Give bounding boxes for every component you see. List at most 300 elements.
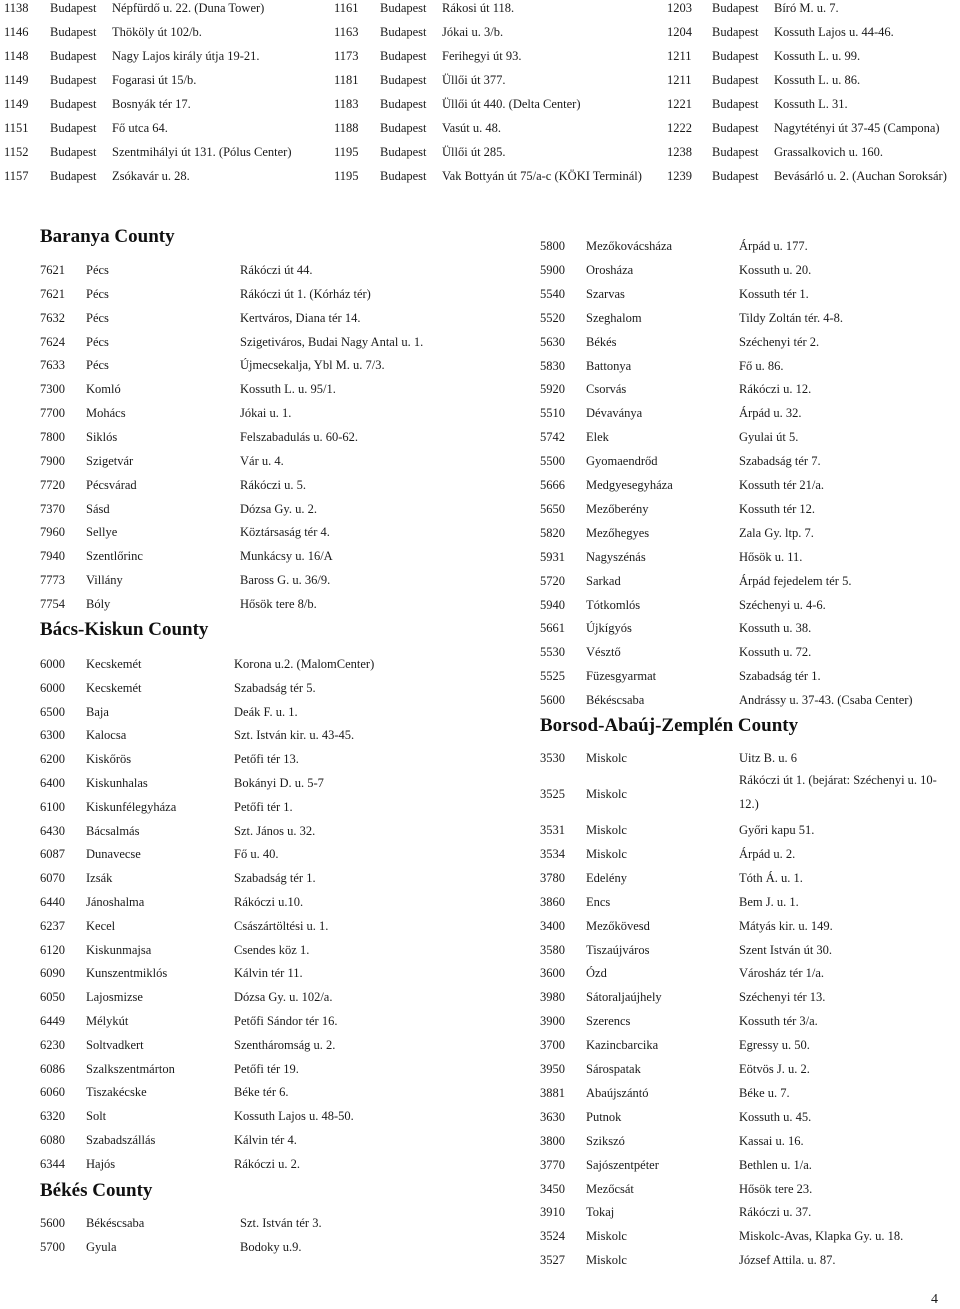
cell-address: Andrássy u. 37-43. (Csaba Center) [739,693,913,708]
cell-zip: 3900 [540,1014,565,1029]
cell-address: Szabadság tér 7. [739,454,821,469]
cell-address: Kossuth L. 31. [774,97,848,111]
cell-zip: 1238 [667,145,692,159]
cell-address: Rákóczi út 1. (bejárat: Széchenyi u. 10-12.) [739,773,937,811]
cell-zip: 1195 [334,169,359,183]
cell-address: Köztársaság tér 4. [240,525,330,540]
cell-zip: 6100 [40,799,65,814]
section-heading-bacs-kiskun: Bács-Kiskun County [40,619,209,640]
cell-zip: 7940 [40,549,65,564]
cell-address: Kossuth u. 20. [739,262,812,277]
cell-zip: 1211 [667,49,692,63]
cell-zip: 1149 [4,97,29,111]
cell-zip: 6090 [40,966,65,981]
page-number: 4 [931,1292,938,1307]
cell-address: Szigetiváros, Budai Nagy Antal u. 1. [240,334,424,349]
cell-address: Munkácsy u. 16/A [240,549,333,564]
cell-zip: 6400 [40,776,65,790]
cell-address: Rákóczi u. 5. [240,477,306,492]
cell-city: Sásd [86,501,110,516]
cell-zip: 5510 [540,406,565,421]
cell-city: Edelény [586,870,627,885]
cell-zip: 1204 [667,25,692,39]
cell-city: Kecel [86,918,116,933]
cell-address: Nagy Lajos király útja 19-21. [112,49,260,63]
cell-city: Izsák [86,871,113,886]
cell-city: Ózd [586,966,607,981]
cell-zip: 3600 [540,966,565,981]
cell-city: Sajószentpéter [586,1157,659,1172]
cell-city: Miskolc [586,751,627,765]
cell-city: Budapest [50,169,97,183]
cell-address: Rákóczi út 44. [240,263,313,277]
cell-address: Szt. János u. 32. [234,823,316,838]
cell-city: Pécs [86,358,109,373]
cell-zip: 3700 [540,1038,565,1053]
cell-zip: 6000 [40,657,65,671]
cell-address: Városház tér 1/a. [739,966,825,981]
cell-city: Füzesgyarmat [586,669,657,684]
cell-zip: 1163 [334,25,359,39]
cell-city: Kazincbarcika [586,1038,659,1053]
cell-city: Kunszentmiklós [86,966,168,981]
cell-address: Baross G. u. 36/9. [240,573,331,588]
cell-zip: 5530 [540,645,565,660]
cell-zip: 5931 [540,549,565,564]
cell-zip: 3527 [540,1253,565,1268]
cell-city: Pécs [86,263,109,277]
cell-zip: 6230 [40,1037,65,1052]
cell-city: Szarvas [586,286,625,301]
cell-address: Szabadság tér 5. [234,680,316,695]
cell-city: Mezőhegyes [586,525,650,540]
cell-city: Bácsalmás [86,823,140,838]
cell-zip: 6440 [40,895,65,909]
cell-address: Petőfi tér 13. [234,752,299,767]
cell-city: Újkígyós [586,621,632,636]
cell-address: Petőfi tér 1. [234,799,293,814]
cell-zip: 3980 [540,990,565,1005]
cell-zip: 3770 [540,1157,565,1172]
cell-city: Kiskunfélegyháza [86,799,177,814]
cell-zip: 5600 [540,693,565,708]
cell-city: Orosháza [586,262,634,277]
cell-zip: 5700 [40,1240,65,1254]
cell-address: Dózsa Gy. u. 2. [240,501,317,516]
cell-zip: 7624 [40,334,65,349]
cell-address: Szentmihályi út 131. (Pólus Center) [112,145,292,159]
cell-zip: 1221 [667,97,692,111]
cell-city: Kecskemét [86,657,142,671]
cell-city: Szalkszentmárton [86,1061,175,1076]
cell-zip: 7900 [40,453,65,468]
cell-city: Budapest [380,169,427,183]
cell-zip: 1157 [4,169,29,183]
cell-address: Csendes köz 1. [234,942,310,957]
cell-zip: 7800 [40,429,65,444]
cell-address: Szentháromság u. 2. [234,1037,336,1052]
cell-zip: 5630 [540,334,565,349]
cell-city: Komló [86,382,121,397]
cell-address: Bíró M. u. 7. [774,1,839,15]
cell-city: Budapest [712,73,759,87]
cell-city: Miskolc [586,1229,627,1244]
cell-address: Árpád fejedelem tér 5. [739,573,852,588]
cell-address: Árpád u. 177. [739,239,808,253]
cell-address: Rákóczi u.10. [234,895,304,909]
cell-zip: 7960 [40,525,65,540]
cell-zip: 7773 [40,573,65,588]
cell-zip: 1195 [334,145,359,159]
cell-zip: 5540 [540,286,565,301]
cell-zip: 1222 [667,121,692,135]
cell-address: Üllői út 377. [442,73,506,87]
cell-address: Szt. István kir. u. 43-45. [234,728,355,743]
cell-city: Budapest [50,73,97,87]
cell-city: Kiskunhalas [86,776,148,790]
cell-city: Sellye [86,525,118,540]
cell-address: Petőfi Sándor tér 16. [234,1014,338,1028]
cell-city: Budapest [712,169,759,183]
cell-zip: 3881 [540,1085,565,1100]
cell-address: Rákóczi u. 12. [739,382,812,397]
cell-city: Solt [86,1109,107,1124]
cell-city: Budapest [380,25,427,39]
cell-address: József Attila. u. 87. [739,1253,836,1268]
cell-address: Fő u. 86. [739,358,784,373]
section-heading-borsod: Borsod-Abaúj-Zemplén County [540,715,799,736]
cell-city: Mezőcsát [586,1181,634,1196]
cell-address: Kossuth Lajos u. 48-50. [234,1109,354,1124]
cell-address: Kossuth tér 1. [739,286,809,301]
cell-address: Dózsa Gy. u. 102/a. [234,990,333,1005]
cell-address: Népfürdő u. 22. (Duna Tower) [112,1,265,15]
cell-zip: 3525 [540,787,565,801]
cell-zip: 6344 [40,1156,65,1171]
cell-address: Zala Gy. ltp. 7. [739,525,814,540]
cell-zip: 1203 [667,1,692,15]
cell-address: Mátyás kir. u. 149. [739,918,833,933]
cell-city: Budapest [712,49,759,63]
cell-city: Elek [586,430,609,445]
cell-address: Vár u. 4. [240,453,284,468]
cell-address: Béke tér 6. [234,1085,289,1100]
cell-zip: 5940 [540,597,565,612]
cell-zip: 3534 [540,846,565,861]
cell-city: Kecskemét [86,680,142,695]
cell-city: Szentlőrinc [86,549,143,564]
cell-city: Bóly [86,596,111,611]
cell-zip: 1161 [334,1,359,15]
cell-zip: 3950 [540,1062,565,1076]
cell-zip: 3531 [540,823,565,837]
cell-address: Rákóczi u. 2. [234,1156,300,1171]
cell-city: Tokaj [586,1205,615,1220]
cell-address: Gyulai út 5. [739,430,799,445]
cell-address: Újmecsekalja, Ybl M. u. 7/3. [240,358,385,373]
cell-city: Tiszakécske [86,1085,147,1100]
cell-city: Tiszaújváros [586,942,650,957]
cell-zip: 3530 [540,751,565,765]
cell-address: Deák F. u. 1. [234,704,298,719]
cell-zip: 5500 [540,454,565,469]
cell-address: Széchenyi tér 2. [739,334,820,349]
cell-address: Fogarasi út 15/b. [112,73,197,87]
cell-zip: 1152 [4,145,29,159]
cell-zip: 1148 [4,49,29,63]
cell-zip: 5661 [540,621,565,636]
cell-zip: 3800 [540,1133,565,1148]
cell-city: Budapest [712,121,759,135]
cell-address: Grassalkovich u. 160. [774,145,884,159]
cell-zip: 5525 [540,669,565,684]
cell-address: Kossuth L. u. 99. [774,49,861,63]
cell-city: Pécsvárad [86,477,137,492]
cell-city: Battonya [586,358,632,373]
cell-city: Kalocsa [86,728,127,743]
cell-zip: 1173 [334,49,359,63]
section-heading-bekes: Békés County [40,1180,153,1201]
cell-address: Korona u.2. (MalomCenter) [234,657,375,671]
cell-address: Kossuth u. 45. [739,1109,812,1124]
cell-address: Tóth Á. u. 1. [739,870,803,885]
cell-address: Hősök tere 8/b. [240,596,317,611]
cell-zip: 6000 [40,680,65,695]
cell-city: Szikszó [586,1133,625,1148]
cell-city: Nagyszénás [586,549,646,564]
cell-zip: 5820 [540,525,565,540]
cell-zip: 6449 [40,1014,65,1028]
cell-city: Budapest [380,97,427,111]
cell-city: Miskolc [586,787,627,801]
cell-address: Kossuth tér 3/a. [739,1014,818,1029]
cell-address: Tildy Zoltán tér. 4-8. [739,310,844,325]
cell-address: Széchenyi tér 13. [739,990,826,1005]
cell-city: Budapest [380,49,427,63]
cell-city: Mezőkövesd [586,918,650,933]
cell-city: Budapest [712,97,759,111]
cell-city: Gyomaendrőd [586,454,658,469]
cell-city: Soltvadkert [86,1037,144,1052]
cell-address: Győri kapu 51. [739,823,815,837]
cell-city: Villány [86,573,123,588]
cell-zip: 1138 [4,1,29,15]
cell-city: Sátoraljaújhely [586,990,662,1005]
cell-zip: 7632 [40,310,65,325]
cell-address: Kossuth L. u. 86. [774,73,861,87]
cell-city: Budapest [50,97,97,111]
cell-city: Békés [586,334,617,349]
cell-address: Rákosi út 118. [442,1,515,15]
cell-address: Fő u. 40. [234,847,279,862]
cell-address: Jókai u. 3/b. [442,25,504,39]
cell-address: Kossuth L. u. 95/1. [240,382,336,397]
cell-zip: 6500 [40,704,65,719]
cell-zip: 6430 [40,823,65,838]
cell-zip: 3910 [540,1205,565,1220]
cell-city: Budapest [50,25,97,39]
cell-address: Egressy u. 50. [739,1038,810,1053]
cell-city: Békéscsaba [586,693,645,708]
cell-address: Jókai u. 1. [240,406,292,421]
cell-zip: 7300 [40,382,65,397]
cell-address: Bokányi D. u. 5-7 [234,776,324,790]
cell-zip: 1181 [334,73,359,87]
cell-city: Budapest [50,121,97,135]
cell-zip: 3450 [540,1181,565,1196]
cell-address: Kossuth u. 38. [739,621,812,636]
cell-address: Hősök u. 11. [739,549,803,564]
cell-city: Budapest [712,1,759,15]
cell-zip: 1239 [667,169,692,183]
cell-zip: 6320 [40,1109,65,1124]
cell-zip: 3580 [540,942,565,957]
cell-address: Kossuth tér 12. [739,501,816,516]
cell-city: Siklós [86,429,118,444]
cell-city: Szabadszállás [86,1133,156,1147]
cell-city: Budapest [380,145,427,159]
cell-city: Pécs [86,334,109,349]
cell-zip: 6050 [40,990,65,1005]
cell-city: Csorvás [586,382,627,397]
cell-address: Bodoky u.9. [240,1240,302,1254]
cell-address: Széchenyi u. 4-6. [739,597,826,612]
cell-zip: 5650 [540,501,565,516]
cell-city: Pécs [86,286,109,301]
cell-city: Medgyesegyháza [586,478,673,492]
cell-city: Budapest [50,145,97,159]
cell-zip: 1211 [667,73,692,87]
cell-zip: 6237 [40,918,65,933]
cell-city: Budapest [712,145,759,159]
cell-city: Budapest [380,121,427,135]
cell-address: Árpád u. 2. [739,846,796,861]
cell-address: Fő utca 64. [112,121,168,135]
section-heading-baranya: Baranya County [40,226,175,247]
cell-city: Gyula [86,1240,117,1254]
cell-city: Mohács [86,406,126,421]
cell-zip: 5900 [540,262,565,277]
cell-address: Bem J. u. 1. [739,894,799,909]
cell-address: Ferihegyi út 93. [442,49,522,63]
cell-zip: 6300 [40,728,65,743]
cell-city: Szigetvár [86,453,134,468]
cell-city: Sarkad [586,573,621,588]
cell-city: Budapest [712,25,759,39]
cell-zip: 7633 [40,358,65,373]
cell-address: Zsókavár u. 28. [112,169,190,183]
cell-city: Lajosmizse [86,990,143,1005]
cell-address: Szent István út 30. [739,942,833,957]
cell-address: Hősök tere 23. [739,1181,813,1196]
cell-zip: 6070 [40,871,65,886]
cell-city: Budapest [50,1,97,15]
cell-city: Putnok [586,1109,622,1124]
cell-city: Dunavecse [86,847,141,862]
cell-address: Üllői út 440. (Delta Center) [442,97,581,111]
cell-zip: 3630 [540,1109,565,1124]
cell-zip: 7370 [40,501,65,516]
cell-city: Budapest [380,73,427,87]
cell-city: Pécs [86,310,109,325]
cell-address: Felszabadulás u. 60-62. [240,429,359,444]
cell-city: Jánoshalma [86,895,145,909]
cell-address: Rákóczi u. 37. [739,1205,812,1220]
cell-address: Üllői út 285. [442,145,506,159]
cell-city: Mezőkovácsháza [586,239,673,253]
cell-address: Vasút u. 48. [442,121,502,135]
cell-address: Szabadság tér 1. [739,669,821,684]
cell-address: Kassai u. 16. [739,1133,804,1148]
cell-address: Uitz B. u. 6 [739,751,797,765]
cell-city: Szerencs [586,1014,631,1029]
cell-address: Árpád u. 32. [739,406,802,421]
cell-address: Kálvin tér 11. [234,966,303,981]
cell-zip: 6120 [40,942,65,957]
cell-city: Miskolc [586,846,627,861]
cell-city: Miskolc [586,1253,627,1268]
cell-address: Kossuth tér 21/a. [739,478,825,492]
cell-address: Petőfi tér 19. [234,1061,299,1076]
cell-zip: 5742 [540,430,565,445]
cell-address: Szabadság tér 1. [234,871,316,886]
cell-zip: 5830 [540,358,565,373]
cell-city: Tótkomlós [586,597,641,612]
cell-zip: 7621 [40,286,65,301]
cell-zip: 1183 [334,97,359,111]
cell-zip: 6200 [40,752,65,767]
cell-city: Hajós [86,1156,116,1171]
cell-address: Bosnyák tér 17. [112,97,191,111]
cell-zip: 7720 [40,477,65,492]
cell-zip: 1151 [4,121,29,135]
cell-zip: 7754 [40,596,65,611]
cell-city: Dévaványa [586,406,643,421]
cell-address: Nagytétényi út 37-45 (Campona) [774,121,940,135]
cell-zip: 3524 [540,1229,565,1244]
cell-city: Vésztő [586,645,621,660]
cell-city: Kiskunmajsa [86,942,152,957]
cell-zip: 7621 [40,263,65,277]
cell-zip: 3400 [540,918,565,933]
cell-city: Mezőberény [586,501,649,516]
cell-address: Vak Bottyán út 75/a-c (KÖKI Terminál) [442,169,642,183]
cell-zip: 7700 [40,406,65,421]
cell-address: Eötvös J. u. 2. [739,1062,810,1076]
cell-address: Kossuth Lajos u. 44-46. [774,25,894,39]
cell-zip: 1188 [334,121,359,135]
cell-zip: 5920 [540,382,565,397]
cell-address: Miskolc-Avas, Klapka Gy. u. 18. [739,1229,904,1244]
cell-address: Szt. István tér 3. [240,1216,322,1230]
cell-address: Kossuth u. 72. [739,645,812,660]
cell-address: Bethlen u. 1/a. [739,1157,812,1172]
cell-zip: 3780 [540,870,565,885]
cell-zip: 3860 [540,894,565,909]
cell-address: Kálvin tér 4. [234,1133,297,1147]
cell-zip: 6060 [40,1085,65,1100]
cell-zip: 6080 [40,1133,65,1147]
cell-address: Császártöltési u. 1. [234,918,329,933]
cell-zip: 5520 [540,310,565,325]
cell-address: Kertváros, Diana tér 14. [240,310,361,325]
cell-city: Szeghalom [586,310,642,325]
cell-city: Budapest [380,1,427,15]
cell-zip: 6087 [40,847,65,862]
cell-zip: 1146 [4,25,29,39]
cell-city: Abaújszántó [586,1085,649,1100]
cell-zip: 6086 [40,1061,65,1076]
